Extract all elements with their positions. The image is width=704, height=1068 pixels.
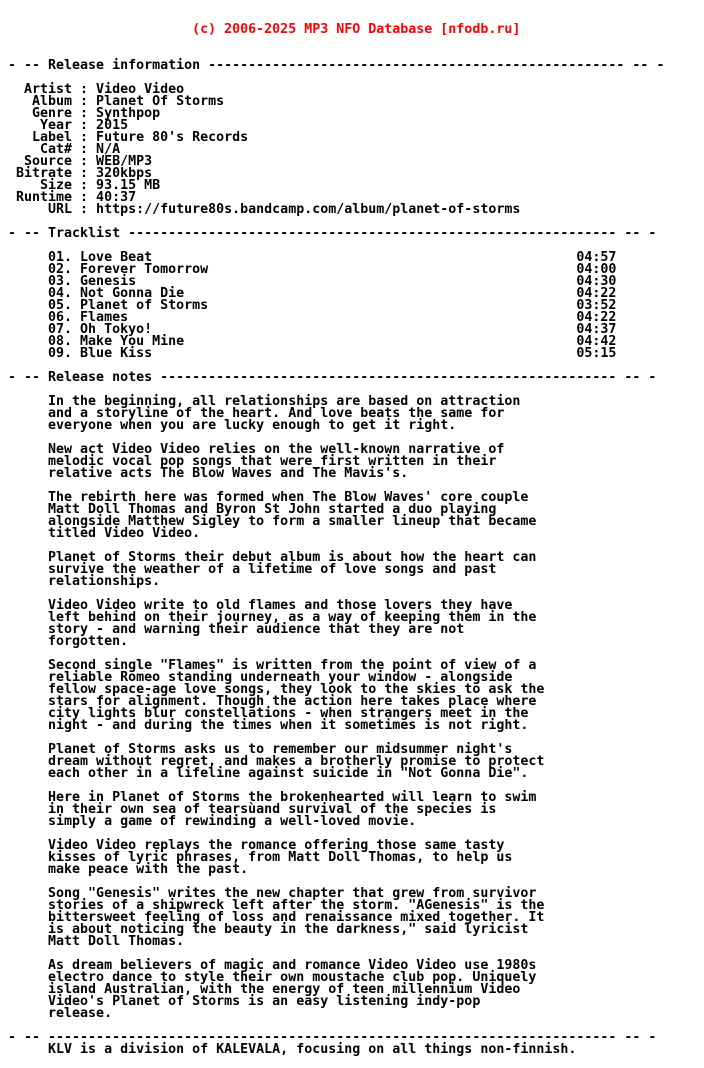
- nfo-line: Video Video replays the romance offering those same tasty: [8, 838, 505, 853]
- nfo-line: story - and warning their audience that they are not: [8, 622, 465, 637]
- nfo-line: - -- ----------------------------------------------------------------------- -- -: [8, 1030, 657, 1045]
- nfo-line: relationships.: [8, 574, 161, 589]
- nfo-line: forgotten.: [8, 634, 129, 649]
- nfo-line: melodic vocal pop songs that were first written in their: [8, 454, 497, 469]
- nfo-line: 08. Make You Mine 04:42: [8, 334, 617, 349]
- nfo-line: and a storyline of the heart. And love beats the same for: [8, 406, 505, 421]
- nfo-line: - -- Release information ---------------------------------------------------- -- -: [8, 58, 665, 73]
- nfo-line: 02. Forever Tomorrow 04:00: [8, 262, 617, 277]
- nfo-line: The rebirth here was formed when The Blow Waves' core couple: [8, 490, 529, 505]
- nfo-line: Cat# : N/A: [8, 142, 121, 157]
- nfo-line: make peace with the past.: [8, 862, 249, 877]
- nfo-line: simply a game of rewinding a well-loved movie.: [8, 814, 417, 829]
- nfo-line: 01. Love Beat 04:57: [8, 250, 617, 265]
- nfo-line: Bitrate : 320kbps: [8, 166, 153, 181]
- nfo-line: city lights blur constellations - when strangers meet in the: [8, 706, 529, 721]
- nfo-line: electro dance to style their own moustache club pop. Uniquely: [8, 970, 537, 985]
- nfo-line: night - and during the times when it sometimes is not right.: [8, 718, 529, 733]
- nfo-line: release.: [8, 1006, 113, 1021]
- nfo-line: 05. Planet of Storms 03:52: [8, 298, 617, 313]
- nfo-line: kisses of lyric phrases, from Matt Doll Thomas, to help us: [8, 850, 513, 865]
- nfo-line: stars for alignment. Though the action here takes place where: [8, 694, 537, 709]
- nfo-line: is about noticing the beauty in the darkness," said lyricist: [8, 922, 529, 937]
- nfo-line: relative acts The Blow Waves and The Mavis's.: [8, 466, 409, 481]
- nfo-line: 04. Not Gonna Die 04:22: [8, 286, 617, 301]
- nfo-line: In the beginning, all relationships are based on attraction: [8, 394, 521, 409]
- nfo-line: KLV is a division of KALEVALA, focusing on all things non-finnish.: [8, 1042, 577, 1057]
- nfo-line: - -- Tracklist ------------------------------------------------------------- -- -: [8, 226, 657, 241]
- nfo-line: reliable Romeo standing underneath your window - alongside: [8, 670, 513, 685]
- nfo-body: [8, 60, 664, 1056]
- nfo-line: everyone when you are lucky enough to get it right.: [8, 418, 457, 433]
- nfo-line: Matt Doll Thomas and Byron St John started a duo playing: [8, 502, 497, 517]
- nfo-line: Planet of Storms asks us to remember our midsummer night's: [8, 742, 513, 757]
- nfo-line: Planet of Storms their debut album is about how the heart can: [8, 550, 537, 565]
- nfo-line: Matt Doll Thomas.: [8, 934, 185, 949]
- nfo-line: 09. Blue Kiss 05:15: [8, 346, 617, 361]
- nfo-line: - -- Release notes --------------------------------------------------------- -- -: [8, 370, 657, 385]
- nfo-line: 03. Genesis 04:30: [8, 274, 617, 289]
- nfo-line: Video Video write to old flames and those lovers they have: [8, 598, 513, 613]
- nfo-line: dream without regret, and makes a brotherly promise to protect: [8, 754, 545, 769]
- nfo-line: Source : WEB/MP3: [8, 154, 153, 169]
- nfo-line: 07. Oh Tokyo! 04:37: [8, 322, 617, 337]
- nfo-line: Song "Genesis" writes the new chapter that grew from survivor: [8, 886, 537, 901]
- nfo-line: Second single "Flames" is written from the point of view of a: [8, 658, 537, 673]
- nfo-line: survive the weather of a lifetime of love songs and past: [8, 562, 497, 577]
- nfo-line: Label : Future 80's Records: [8, 130, 249, 145]
- nfo-line: bittersweet feeling of loss and renaissance mixed together. It: [8, 910, 545, 925]
- nfo-line: Size : 93.15 MB: [8, 178, 161, 193]
- nfo-line: island Australian, with the energy of teen millennium Video: [8, 982, 521, 997]
- nfo-line: each other in a lifeline against suicide in "Not Gonna Die".: [8, 766, 529, 781]
- nfo-line: Runtime : 40:37: [8, 190, 137, 205]
- nfo-line: alongside Matthew Sigley to form a smaller lineup that became: [8, 514, 537, 529]
- nfo-line: left behind on their journey, as a way of keeping them in the: [8, 610, 537, 625]
- nfo-line: Year : 2015: [8, 118, 129, 133]
- nfo-line: Genre : Synthpop: [8, 106, 161, 121]
- nfo-line: fellow space-age love songs, they look to the skies to ask the: [8, 682, 545, 697]
- nfo-line: stories of a shipwreck left after the storm. "AGenesis" is the: [8, 898, 545, 913]
- nfo-line: in their own sea of tearsùand survival of the species is: [8, 802, 497, 817]
- nfodb-credit-header[interactable]: [8, 24, 664, 36]
- nfo-line: Video's Planet of Storms is an easy listening indy-pop: [8, 994, 481, 1009]
- nfo-line: As dream believers of magic and romance Video Video use 1980s: [8, 958, 537, 973]
- nfo-line: URL : https://future80s.bandcamp.com/album/planet-of-storms: [8, 202, 521, 217]
- nfo-line: Artist : Video Video: [8, 82, 185, 97]
- nfo-line: Here in Planet of Storms the brokenhearted will learn to swim: [8, 790, 537, 805]
- nfo-line: 06. Flames 04:22: [8, 310, 617, 325]
- nfo-line: Album : Planet Of Storms: [8, 94, 225, 109]
- nfo-document: [8, 0, 664, 1068]
- nfo-line: titled Video Video.: [8, 526, 201, 541]
- nfo-line: New act Video Video relies on the well-known narrative of: [8, 442, 505, 457]
- credit-text[interactable]: (c) 2006-2025 MP3 NFO Database [nfodb.ru]: [192, 22, 521, 37]
